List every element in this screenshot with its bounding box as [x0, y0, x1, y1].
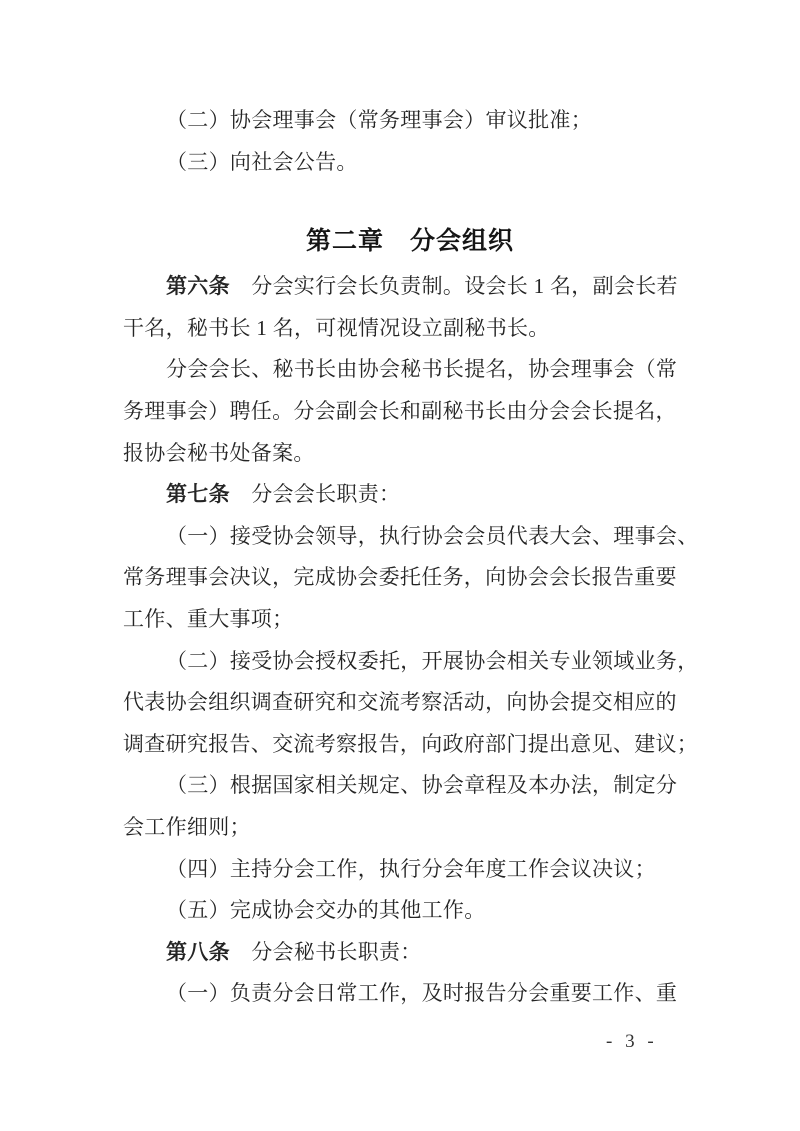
text-line-content: 分会实行会长负责制。设会长 1 名，副会长若	[229, 274, 678, 299]
text-line	[123, 266, 697, 308]
article-number: 第六条	[166, 275, 230, 299]
article-number: 第七条	[166, 483, 230, 507]
text-line: （一）接受协会领导，执行协会会员代表大会、理事会、	[166, 523, 699, 548]
chapter-heading: 第二章 分会组织	[305, 227, 514, 256]
article-number: 第八条	[166, 940, 230, 964]
text-line: （一）负责分会日常工作，及时报告分会重要工作、重	[166, 981, 678, 1006]
text-line: 干名，秘书长 1 名，可视情况设立副秘书长。	[123, 315, 550, 340]
text-line: （四）主持分会工作，执行分会年度工作会议决议；	[166, 856, 656, 881]
text-line-content: 分会会长职责：	[229, 482, 401, 507]
text-line	[123, 932, 697, 974]
text-line: （三）根据国家相关规定、协会章程及本办法，制定分	[166, 773, 678, 798]
text-line: （二）协会理事会（常务理事会）审议批准；	[166, 108, 592, 132]
text-line: 代表协会组织调查研究和交流考察活动，向协会提交相应的	[123, 690, 677, 715]
text-line: （二）接受协会授权委托，开展协会相关专业领域业务，	[166, 648, 699, 673]
text-line	[123, 474, 697, 516]
text-line: 分会会长、秘书长由协会秘书长提名，协会理事会（常	[166, 357, 678, 382]
document-body	[123, 100, 697, 1015]
text-line: 调查研究报告、交流考察报告，向政府部门提出意见、建议；	[123, 731, 699, 756]
text-line: （五）完成协会交办的其他工作。	[166, 898, 486, 923]
text-line: 报协会秘书处备案。	[123, 440, 315, 465]
text-line: 会工作细则；	[123, 814, 251, 839]
text-line: 常务理事会决议，完成协会委托任务，向协会会长报告重要	[123, 565, 677, 590]
text-line: 务理事会）聘任。分会副会长和副秘书长由分会会长提名，	[123, 398, 677, 423]
page-number: - 3 -	[606, 1031, 658, 1052]
text-line: 工作、重大事项；	[123, 606, 294, 631]
text-line-content: 分会秘书长职责：	[229, 939, 422, 964]
text-line: （三）向社会公告。	[166, 149, 358, 174]
